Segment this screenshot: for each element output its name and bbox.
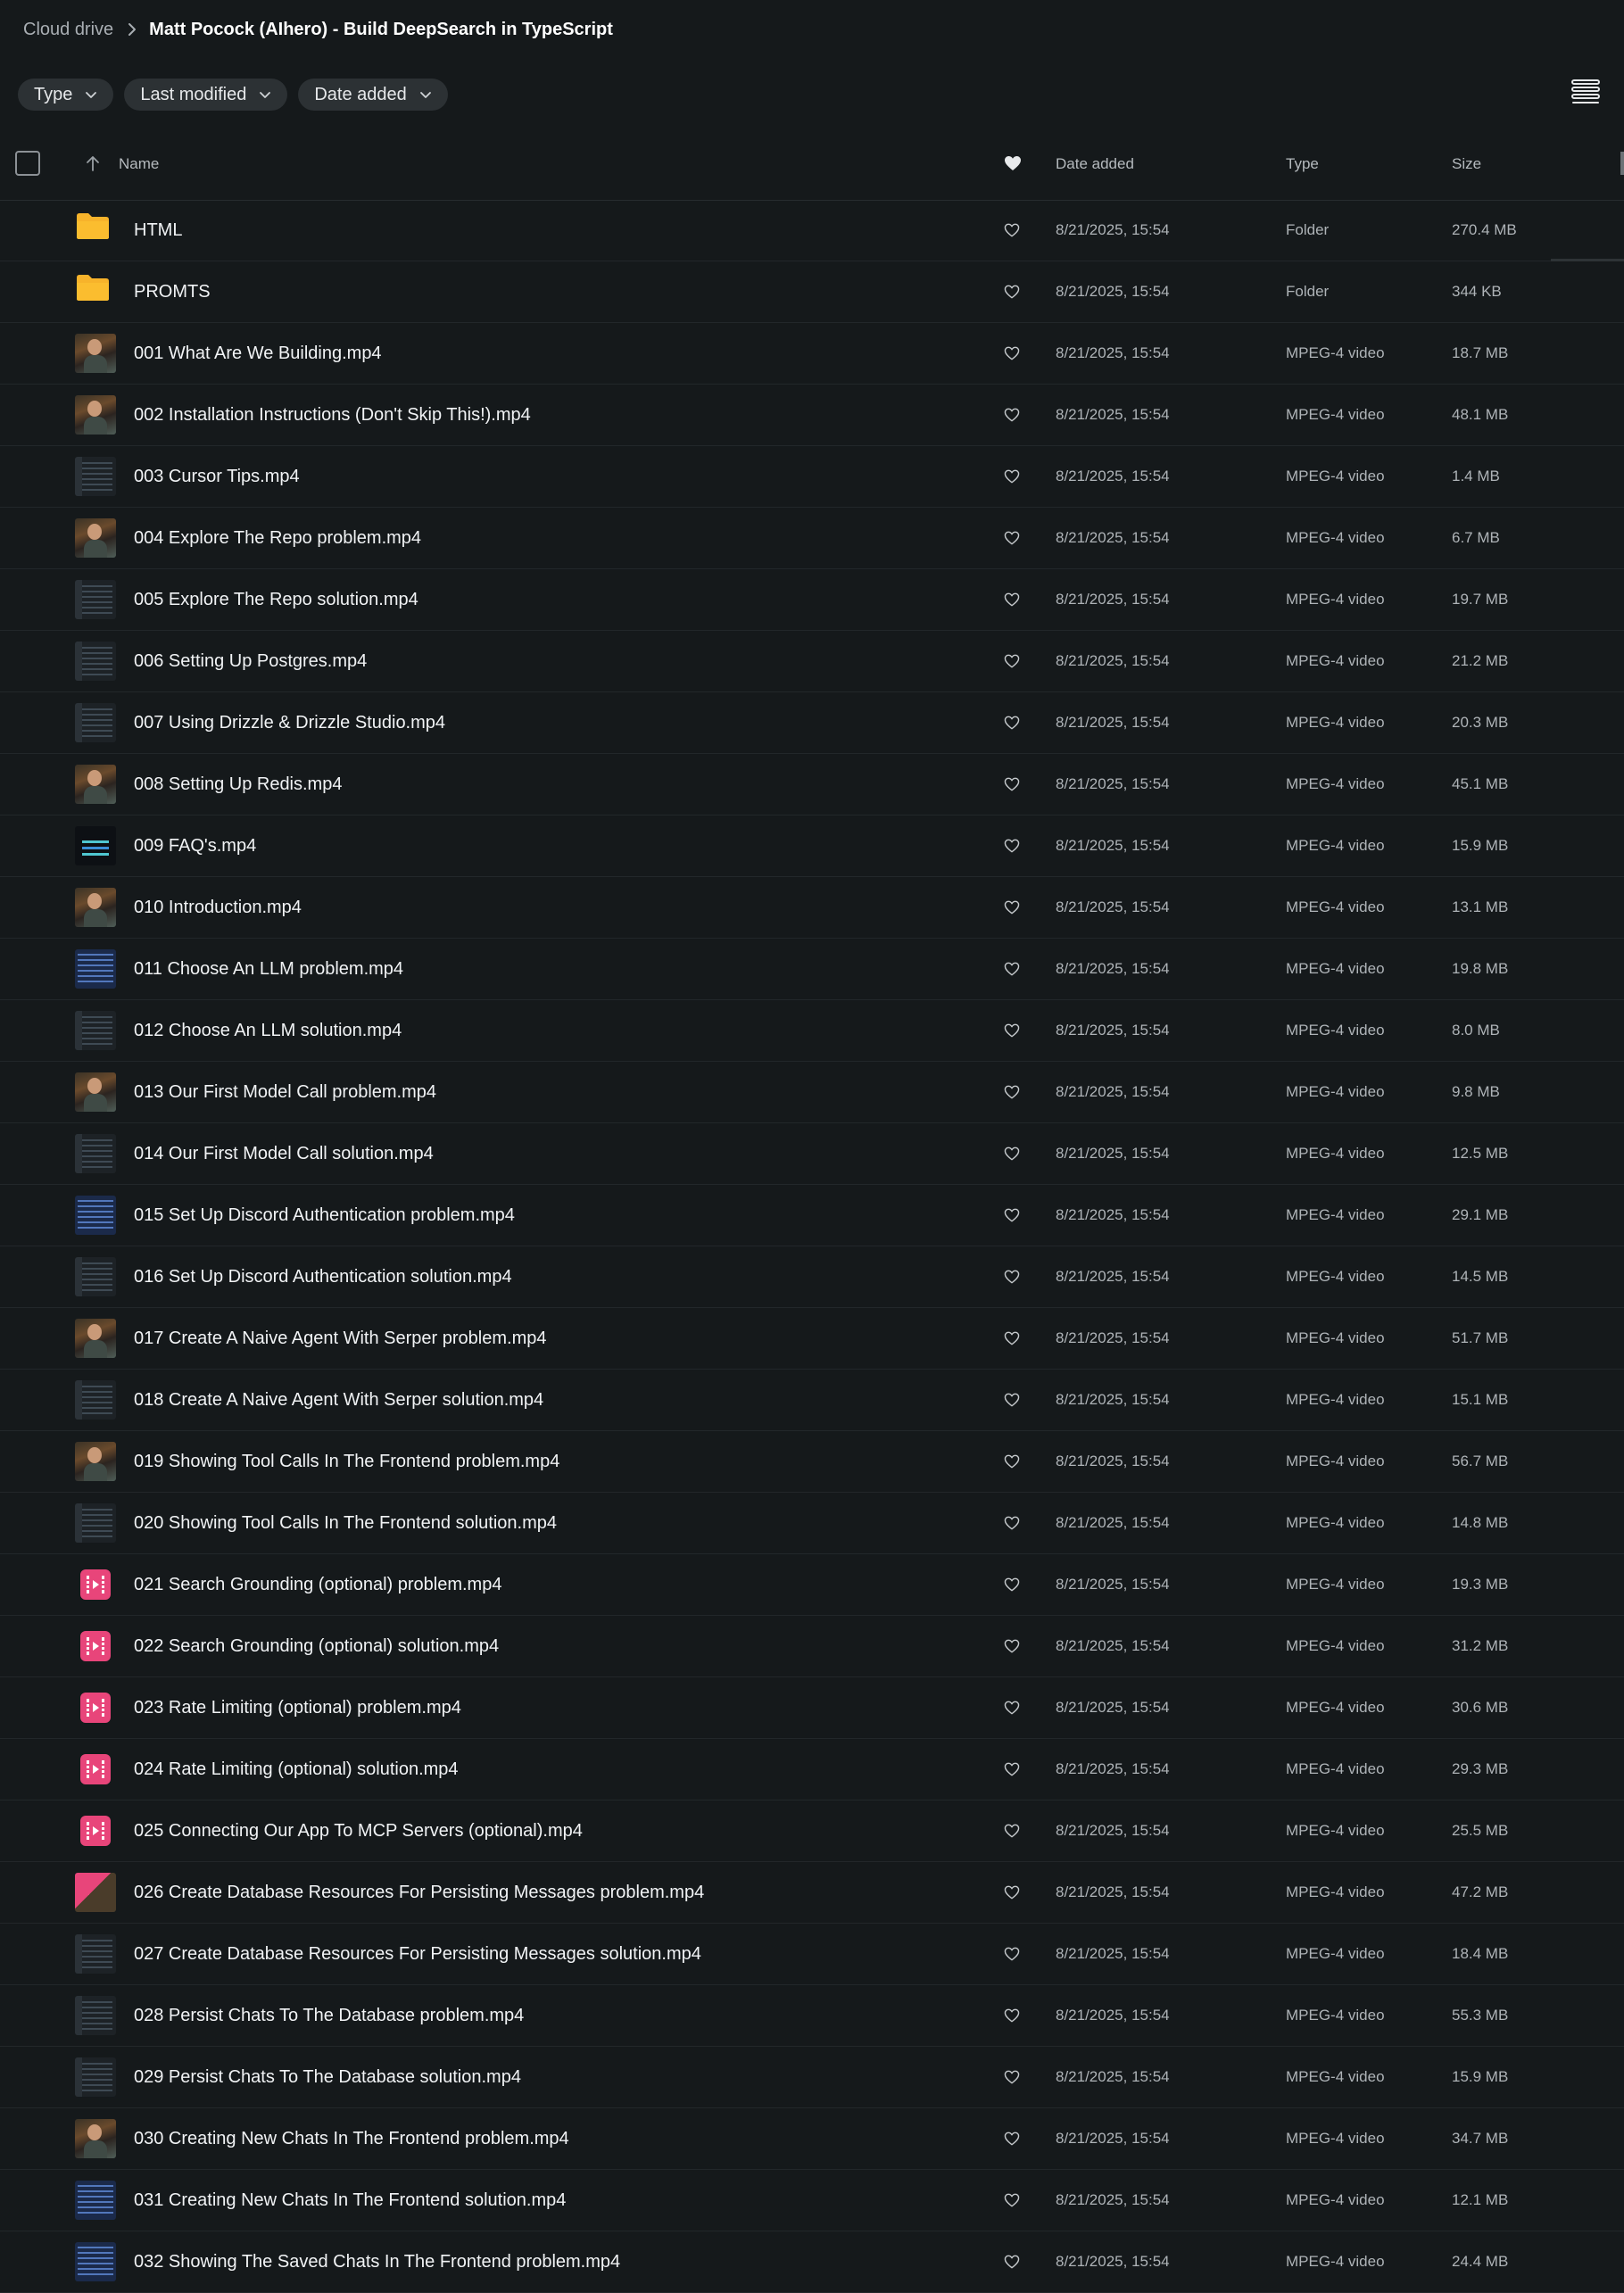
file-type: MPEG-4 video (1286, 1453, 1385, 1469)
file-row[interactable] (0, 1370, 1624, 1431)
favorite-heart-icon[interactable] (1004, 1023, 1020, 1042)
file-size: 31.2 MB (1452, 1637, 1509, 1654)
column-header-type[interactable]: Type (1286, 155, 1319, 172)
file-date-added: 8/21/2025, 15:54 (1056, 2130, 1170, 2147)
file-size: 25.5 MB (1452, 1822, 1509, 1839)
list-header (0, 141, 1624, 201)
filter-type-label: Type (34, 84, 73, 104)
file-type: MPEG-4 video (1286, 837, 1385, 854)
file-date-added: 8/21/2025, 15:54 (1056, 1329, 1170, 1346)
video-thumbnail (75, 334, 116, 373)
list-view-icon (1571, 79, 1600, 105)
file-type: Folder (1286, 283, 1330, 300)
file-name[interactable]: 016 Set Up Discord Authentication solution.mp4 (134, 1267, 512, 1287)
file-date-added: 8/21/2025, 15:54 (1056, 1206, 1170, 1223)
file-row[interactable] (0, 1677, 1624, 1739)
file-size: 30.6 MB (1452, 1699, 1509, 1716)
favorite-heart-icon[interactable] (1004, 1454, 1020, 1473)
filter-last-modified-label: Last modified (140, 84, 247, 104)
file-size: 45.1 MB (1452, 775, 1509, 792)
video-thumbnail (75, 1380, 116, 1420)
favorite-heart-icon[interactable] (1004, 1885, 1020, 1904)
file-row[interactable] (0, 1431, 1624, 1493)
file-type: MPEG-4 video (1286, 775, 1385, 792)
file-name[interactable]: 026 Create Database Resources For Persisting Messages problem.mp4 (134, 1883, 705, 1902)
file-date-added: 8/21/2025, 15:54 (1056, 468, 1170, 484)
file-size: 14.8 MB (1452, 1514, 1509, 1531)
file-size: 48.1 MB (1452, 406, 1509, 423)
video-thumbnail (75, 1011, 116, 1050)
file-date-added: 8/21/2025, 15:54 (1056, 591, 1170, 608)
file-size: 29.3 MB (1452, 1760, 1509, 1777)
favorite-heart-icon[interactable] (1004, 839, 1020, 857)
favorite-heart-icon[interactable] (1004, 346, 1020, 365)
favorite-heart-icon[interactable] (1004, 716, 1020, 734)
favorite-heart-icon[interactable] (1004, 1331, 1020, 1350)
file-type: MPEG-4 video (1286, 1699, 1385, 1716)
file-size: 55.3 MB (1452, 2007, 1509, 2024)
file-type: MPEG-4 video (1286, 1145, 1385, 1162)
favorite-heart-icon[interactable] (1004, 1947, 1020, 1966)
video-thumbnail (75, 2119, 116, 2158)
video-thumbnail (75, 518, 116, 558)
file-name[interactable]: 015 Set Up Discord Authentication problem.mp4 (134, 1205, 515, 1225)
file-name[interactable]: 030 Creating New Chats In The Frontend problem.mp4 (134, 2129, 569, 2148)
file-row[interactable] (0, 754, 1624, 815)
file-size: 12.5 MB (1452, 1145, 1509, 1162)
video-thumbnail (75, 1072, 116, 1112)
favorite-heart-icon[interactable] (1004, 1146, 1020, 1165)
file-size: 20.3 MB (1452, 714, 1509, 731)
favorite-heart-icon[interactable] (1004, 592, 1020, 611)
file-date-added: 8/21/2025, 15:54 (1056, 283, 1170, 300)
file-date-added: 8/21/2025, 15:54 (1056, 652, 1170, 669)
favorite-heart-icon[interactable] (1004, 1639, 1020, 1658)
favorite-heart-icon[interactable] (1004, 408, 1020, 426)
file-row[interactable] (0, 1800, 1624, 1862)
file-name[interactable]: 001 What Are We Building.mp4 (134, 344, 382, 363)
video-thumbnail (75, 2181, 116, 2220)
list-view-toggle[interactable] (1570, 77, 1601, 107)
video-thumbnail (75, 395, 116, 435)
file-type: MPEG-4 video (1286, 898, 1385, 915)
file-row[interactable] (0, 2170, 1624, 2231)
video-thumbnail (75, 1934, 116, 1974)
column-header-date-added[interactable]: Date added (1056, 155, 1134, 172)
video-thumbnail (75, 1503, 116, 1543)
file-date-added: 8/21/2025, 15:54 (1056, 1145, 1170, 1162)
heart-filled-icon[interactable] (1004, 155, 1022, 171)
file-name[interactable]: 021 Search Grounding (optional) problem.mp4 (134, 1575, 502, 1594)
file-type: MPEG-4 video (1286, 1576, 1385, 1593)
file-size: 18.7 MB (1452, 344, 1509, 361)
video-thumbnail (75, 1257, 116, 1296)
file-row[interactable] (0, 1493, 1624, 1554)
file-date-added: 8/21/2025, 15:54 (1056, 775, 1170, 792)
file-date-added: 8/21/2025, 15:54 (1056, 221, 1170, 238)
file-type: MPEG-4 video (1286, 2191, 1385, 2208)
file-type: MPEG-4 video (1286, 1514, 1385, 1531)
filter-date-added-button[interactable] (298, 79, 447, 111)
filter-bar (18, 79, 448, 111)
file-date-added: 8/21/2025, 15:54 (1056, 1699, 1170, 1716)
file-date-added: 8/21/2025, 15:54 (1056, 1883, 1170, 1900)
video-file-icon (75, 1565, 116, 1604)
folder-icon (75, 211, 116, 250)
file-name[interactable]: 012 Choose An LLM solution.mp4 (134, 1021, 402, 1040)
sort-ascending-icon[interactable] (82, 153, 104, 173)
file-row[interactable] (0, 2108, 1624, 2170)
file-type: MPEG-4 video (1286, 1268, 1385, 1285)
file-row[interactable] (0, 1985, 1624, 2047)
file-size: 270.4 MB (1452, 221, 1517, 238)
favorite-heart-icon[interactable] (1004, 285, 1020, 303)
file-row[interactable] (0, 1308, 1624, 1370)
file-date-added: 8/21/2025, 15:54 (1056, 1945, 1170, 1962)
breadcrumb-root[interactable]: Cloud drive (23, 19, 114, 39)
file-type: MPEG-4 video (1286, 652, 1385, 669)
file-type: MPEG-4 video (1286, 529, 1385, 546)
file-name[interactable]: 010 Introduction.mp4 (134, 898, 302, 917)
file-date-added: 8/21/2025, 15:54 (1056, 1760, 1170, 1777)
file-name[interactable]: 007 Using Drizzle & Drizzle Studio.mp4 (134, 713, 446, 733)
favorite-heart-icon[interactable] (1004, 1085, 1020, 1104)
video-thumbnail (75, 1873, 116, 1912)
file-date-added: 8/21/2025, 15:54 (1056, 2007, 1170, 2024)
select-all-checkbox[interactable] (15, 151, 40, 176)
file-name[interactable]: 013 Our First Model Call problem.mp4 (134, 1082, 437, 1102)
file-name[interactable]: 011 Choose An LLM problem.mp4 (134, 959, 404, 979)
video-thumbnail (75, 1134, 116, 1173)
file-row[interactable] (0, 1185, 1624, 1246)
file-date-added: 8/21/2025, 15:54 (1056, 960, 1170, 977)
file-date-added: 8/21/2025, 15:54 (1056, 1022, 1170, 1039)
file-date-added: 8/21/2025, 15:54 (1056, 1822, 1170, 1839)
file-name[interactable]: 028 Persist Chats To The Database problem.mp4 (134, 2006, 525, 2025)
file-type: MPEG-4 video (1286, 1206, 1385, 1223)
file-list (0, 200, 1624, 2293)
file-row[interactable] (0, 877, 1624, 939)
favorite-heart-icon[interactable] (1004, 2193, 1020, 2212)
video-thumbnail (75, 888, 116, 927)
video-thumbnail (75, 580, 116, 619)
folder-row[interactable] (0, 261, 1624, 323)
video-thumbnail (75, 2242, 116, 2281)
file-size: 15.9 MB (1452, 837, 1509, 854)
favorite-heart-icon[interactable] (1004, 1270, 1020, 1288)
video-thumbnail (75, 826, 116, 865)
video-thumbnail (75, 457, 116, 496)
file-date-added: 8/21/2025, 15:54 (1056, 2253, 1170, 2270)
file-name[interactable]: 008 Setting Up Redis.mp4 (134, 774, 343, 794)
file-type: MPEG-4 video (1286, 344, 1385, 361)
file-name[interactable]: 014 Our First Model Call solution.mp4 (134, 1144, 434, 1163)
chevron-down-icon (85, 90, 97, 99)
file-type: MPEG-4 video (1286, 1822, 1385, 1839)
file-row[interactable] (0, 631, 1624, 692)
file-row[interactable] (0, 385, 1624, 446)
file-size: 14.5 MB (1452, 1268, 1509, 1285)
file-date-added: 8/21/2025, 15:54 (1056, 2191, 1170, 2208)
favorite-heart-icon[interactable] (1004, 2008, 1020, 2027)
file-date-added: 8/21/2025, 15:54 (1056, 1514, 1170, 1531)
favorite-heart-icon[interactable] (1004, 531, 1020, 550)
file-type: MPEG-4 video (1286, 2253, 1385, 2270)
favorite-heart-icon[interactable] (1004, 777, 1020, 796)
file-size: 47.2 MB (1452, 1883, 1509, 1900)
file-size: 8.0 MB (1452, 1022, 1500, 1039)
file-type: MPEG-4 video (1286, 1329, 1385, 1346)
file-name[interactable]: 019 Showing Tool Calls In The Frontend problem.mp4 (134, 1452, 560, 1471)
file-type: MPEG-4 video (1286, 714, 1385, 731)
file-size: 18.4 MB (1452, 1945, 1509, 1962)
file-row[interactable] (0, 692, 1624, 754)
file-date-added: 8/21/2025, 15:54 (1056, 406, 1170, 423)
file-type: MPEG-4 video (1286, 1083, 1385, 1100)
file-name[interactable]: 002 Installation Instructions (Don't Skip This!).mp4 (134, 405, 531, 425)
file-row[interactable] (0, 569, 1624, 631)
favorite-heart-icon[interactable] (1004, 1208, 1020, 1227)
video-thumbnail (75, 1996, 116, 2035)
file-date-added: 8/21/2025, 15:54 (1056, 1083, 1170, 1100)
file-name[interactable]: 005 Explore The Repo solution.mp4 (134, 590, 418, 609)
file-size: 19.7 MB (1452, 591, 1509, 608)
file-size: 29.1 MB (1452, 1206, 1509, 1223)
file-size: 9.8 MB (1452, 1083, 1500, 1100)
file-size: 21.2 MB (1452, 652, 1509, 669)
file-name[interactable]: 009 FAQ's.mp4 (134, 836, 257, 856)
favorite-heart-icon[interactable] (1004, 1393, 1020, 1411)
file-row[interactable] (0, 815, 1624, 877)
file-size: 15.1 MB (1452, 1391, 1509, 1408)
breadcrumb-current: Matt Pocock (AIhero) - Build DeepSearch in TypeScript (149, 19, 613, 39)
file-name[interactable]: 017 Create A Naive Agent With Serper problem.mp4 (134, 1329, 547, 1348)
file-type: MPEG-4 video (1286, 1760, 1385, 1777)
file-name[interactable]: HTML (134, 220, 183, 240)
file-row[interactable] (0, 1062, 1624, 1123)
file-size: 15.9 MB (1452, 2068, 1509, 2085)
video-thumbnail (75, 2057, 116, 2097)
favorite-heart-icon[interactable] (1004, 2255, 1020, 2273)
file-name[interactable]: 022 Search Grounding (optional) solution.mp4 (134, 1636, 500, 1656)
favorite-heart-icon[interactable] (1004, 223, 1020, 242)
file-date-added: 8/21/2025, 15:54 (1056, 898, 1170, 915)
video-thumbnail (75, 1442, 116, 1481)
video-file-icon (75, 1688, 116, 1727)
file-date-added: 8/21/2025, 15:54 (1056, 1391, 1170, 1408)
file-row[interactable] (0, 939, 1624, 1000)
chevron-down-icon (259, 90, 271, 99)
file-size: 6.7 MB (1452, 529, 1500, 546)
column-header-name[interactable]: Name (119, 155, 160, 172)
file-size: 344 KB (1452, 283, 1502, 300)
file-size: 19.8 MB (1452, 960, 1509, 977)
file-name[interactable]: 003 Cursor Tips.mp4 (134, 467, 300, 486)
file-type: MPEG-4 video (1286, 1022, 1385, 1039)
file-type: MPEG-4 video (1286, 1637, 1385, 1654)
video-thumbnail (75, 765, 116, 804)
file-type: MPEG-4 video (1286, 1391, 1385, 1408)
file-type: MPEG-4 video (1286, 2068, 1385, 2085)
file-size: 51.7 MB (1452, 1329, 1509, 1346)
breadcrumb (23, 12, 613, 46)
file-type: MPEG-4 video (1286, 591, 1385, 608)
file-name[interactable]: 004 Explore The Repo problem.mp4 (134, 528, 422, 548)
file-size: 34.7 MB (1452, 2130, 1509, 2147)
filter-date-added-label: Date added (314, 84, 407, 104)
file-date-added: 8/21/2025, 15:54 (1056, 529, 1170, 546)
file-date-added: 8/21/2025, 15:54 (1056, 344, 1170, 361)
file-date-added: 8/21/2025, 15:54 (1056, 1268, 1170, 1285)
filter-last-modified-button[interactable] (124, 79, 287, 111)
file-name[interactable]: 020 Showing Tool Calls In The Frontend solution.mp4 (134, 1513, 557, 1533)
video-thumbnail (75, 703, 116, 742)
favorite-heart-icon[interactable] (1004, 962, 1020, 981)
video-thumbnail (75, 1196, 116, 1235)
file-size: 12.1 MB (1452, 2191, 1509, 2208)
favorite-heart-icon[interactable] (1004, 1762, 1020, 1781)
file-type: Folder (1286, 221, 1330, 238)
file-row[interactable] (0, 1862, 1624, 1924)
file-name[interactable]: 029 Persist Chats To The Database solution.mp4 (134, 2067, 521, 2087)
file-row[interactable] (0, 1000, 1624, 1062)
video-file-icon (75, 1811, 116, 1850)
file-row[interactable] (0, 1739, 1624, 1800)
file-name[interactable]: PROMTS (134, 282, 211, 302)
file-size: 19.3 MB (1452, 1576, 1509, 1593)
column-header-size[interactable]: Size (1452, 155, 1482, 172)
file-row[interactable] (0, 1924, 1624, 1985)
filter-type-button[interactable] (18, 79, 113, 111)
file-name[interactable]: 031 Creating New Chats In The Frontend solution.mp4 (134, 2190, 567, 2210)
file-name[interactable]: 025 Connecting Our App To MCP Servers (optional).mp4 (134, 1821, 583, 1841)
favorite-heart-icon[interactable] (1004, 2132, 1020, 2150)
file-type: MPEG-4 video (1286, 468, 1385, 484)
file-row[interactable] (0, 1123, 1624, 1185)
file-name[interactable]: 018 Create A Naive Agent With Serper solution.mp4 (134, 1390, 544, 1410)
file-date-added: 8/21/2025, 15:54 (1056, 1576, 1170, 1593)
favorite-heart-icon[interactable] (1004, 1701, 1020, 1719)
file-date-added: 8/21/2025, 15:54 (1056, 1637, 1170, 1654)
file-type: MPEG-4 video (1286, 2007, 1385, 2024)
folder-icon (75, 272, 116, 311)
file-type: MPEG-4 video (1286, 1883, 1385, 1900)
file-row[interactable] (0, 446, 1624, 508)
favorite-heart-icon[interactable] (1004, 2070, 1020, 2089)
file-row[interactable] (0, 2047, 1624, 2108)
file-row[interactable] (0, 1616, 1624, 1677)
file-row[interactable] (0, 508, 1624, 569)
favorite-heart-icon[interactable] (1004, 900, 1020, 919)
file-name[interactable]: 023 Rate Limiting (optional) problem.mp4 (134, 1698, 461, 1718)
favorite-heart-icon[interactable] (1004, 1577, 1020, 1596)
favorite-heart-icon[interactable] (1004, 1824, 1020, 1842)
file-type: MPEG-4 video (1286, 406, 1385, 423)
file-date-added: 8/21/2025, 15:54 (1056, 714, 1170, 731)
file-row[interactable] (0, 1246, 1624, 1308)
file-row[interactable] (0, 323, 1624, 385)
file-size: 24.4 MB (1452, 2253, 1509, 2270)
file-name[interactable]: 024 Rate Limiting (optional) solution.mp4 (134, 1759, 459, 1779)
file-name[interactable]: 032 Showing The Saved Chats In The Frontend problem.mp4 (134, 2252, 621, 2272)
favorite-heart-icon[interactable] (1004, 654, 1020, 673)
file-type: MPEG-4 video (1286, 960, 1385, 977)
file-date-added: 8/21/2025, 15:54 (1056, 837, 1170, 854)
file-type: MPEG-4 video (1286, 1945, 1385, 1962)
file-date-added: 8/21/2025, 15:54 (1056, 2068, 1170, 2085)
file-name[interactable]: 006 Setting Up Postgres.mp4 (134, 651, 368, 671)
chevron-right-icon (128, 22, 137, 37)
file-size: 56.7 MB (1452, 1453, 1509, 1469)
file-date-added: 8/21/2025, 15:54 (1056, 1453, 1170, 1469)
column-resize-handle[interactable] (1620, 152, 1624, 175)
video-thumbnail (75, 949, 116, 989)
file-size: 13.1 MB (1452, 898, 1509, 915)
folder-row[interactable] (0, 200, 1624, 261)
video-thumbnail (75, 642, 116, 681)
favorite-heart-icon[interactable] (1004, 1516, 1020, 1535)
favorite-heart-icon[interactable] (1004, 469, 1020, 488)
file-type: MPEG-4 video (1286, 2130, 1385, 2147)
video-file-icon (75, 1627, 116, 1666)
chevron-down-icon (419, 90, 432, 99)
video-thumbnail (75, 1319, 116, 1358)
video-file-icon (75, 1750, 116, 1789)
file-size: 1.4 MB (1452, 468, 1500, 484)
file-row[interactable] (0, 1554, 1624, 1616)
file-name[interactable]: 027 Create Database Resources For Persisting Messages solution.mp4 (134, 1944, 701, 1964)
